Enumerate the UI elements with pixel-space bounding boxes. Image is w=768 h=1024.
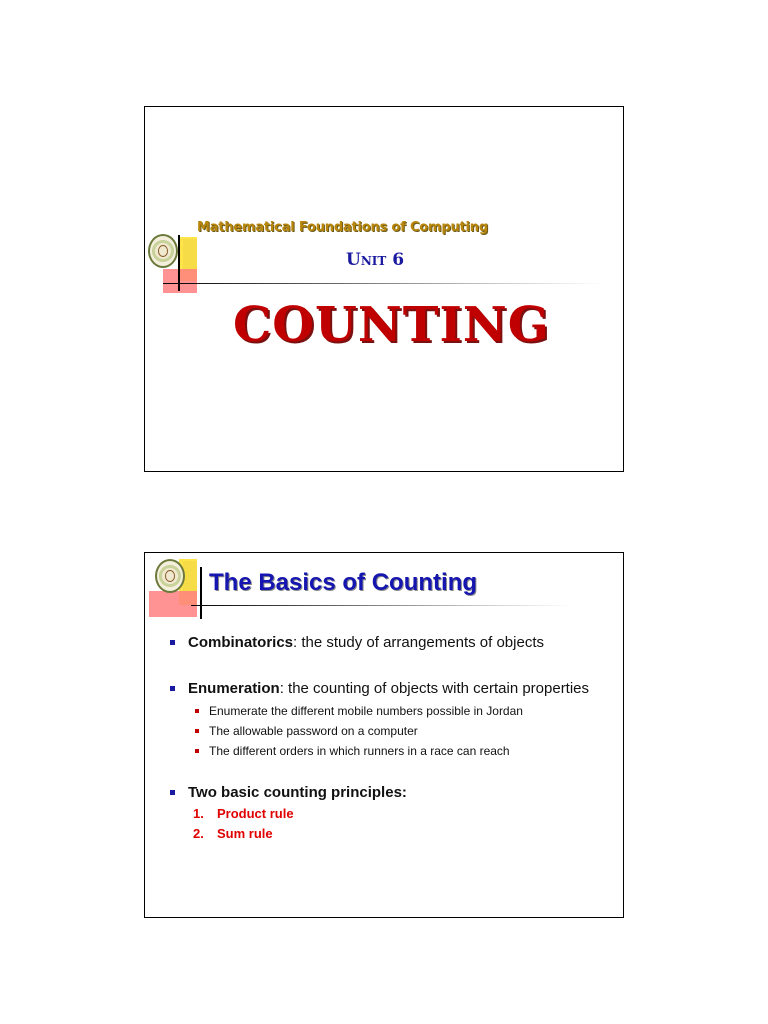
- slide-2: [144, 552, 624, 918]
- bullet-text: : the study of arrangements of objects: [293, 634, 544, 651]
- item-label: Product rule: [217, 806, 294, 821]
- item-label: Sum rule: [217, 826, 273, 841]
- bullet-term: Combinatorics: [188, 634, 294, 651]
- slide-title: COUNTING: [233, 297, 550, 353]
- bullet-term: Enumeration: [188, 680, 280, 697]
- bullet-principles: [169, 783, 609, 802]
- sub-bullet: Enumerate the different mobile numbers possible in Jordan: [169, 701, 609, 721]
- item-number: 2.: [193, 826, 204, 841]
- bullet-text: Two basic counting principles:: [188, 784, 407, 801]
- unit-label: Unit 6: [346, 250, 405, 270]
- sub-bullet: The different orders in which runners in a race can reach: [169, 741, 609, 761]
- bullet-text: : the counting of objects with certain properties: [279, 680, 590, 697]
- sub-bullet: The allowable password on a computer: [169, 721, 609, 741]
- item-number: 1.: [193, 806, 204, 821]
- university-seal-icon: [148, 234, 178, 268]
- course-title: Mathematical Foundations of Computing: [197, 220, 488, 235]
- slide-1: [144, 106, 624, 472]
- university-seal-icon: [155, 559, 185, 593]
- bullet-list: [169, 633, 609, 844]
- numbered-item: [169, 824, 609, 844]
- bullet-enumeration: [169, 679, 609, 698]
- numbered-item: [169, 804, 609, 824]
- slide-title: The Basics of Counting: [209, 569, 478, 596]
- bullet-combinatorics: [169, 633, 609, 652]
